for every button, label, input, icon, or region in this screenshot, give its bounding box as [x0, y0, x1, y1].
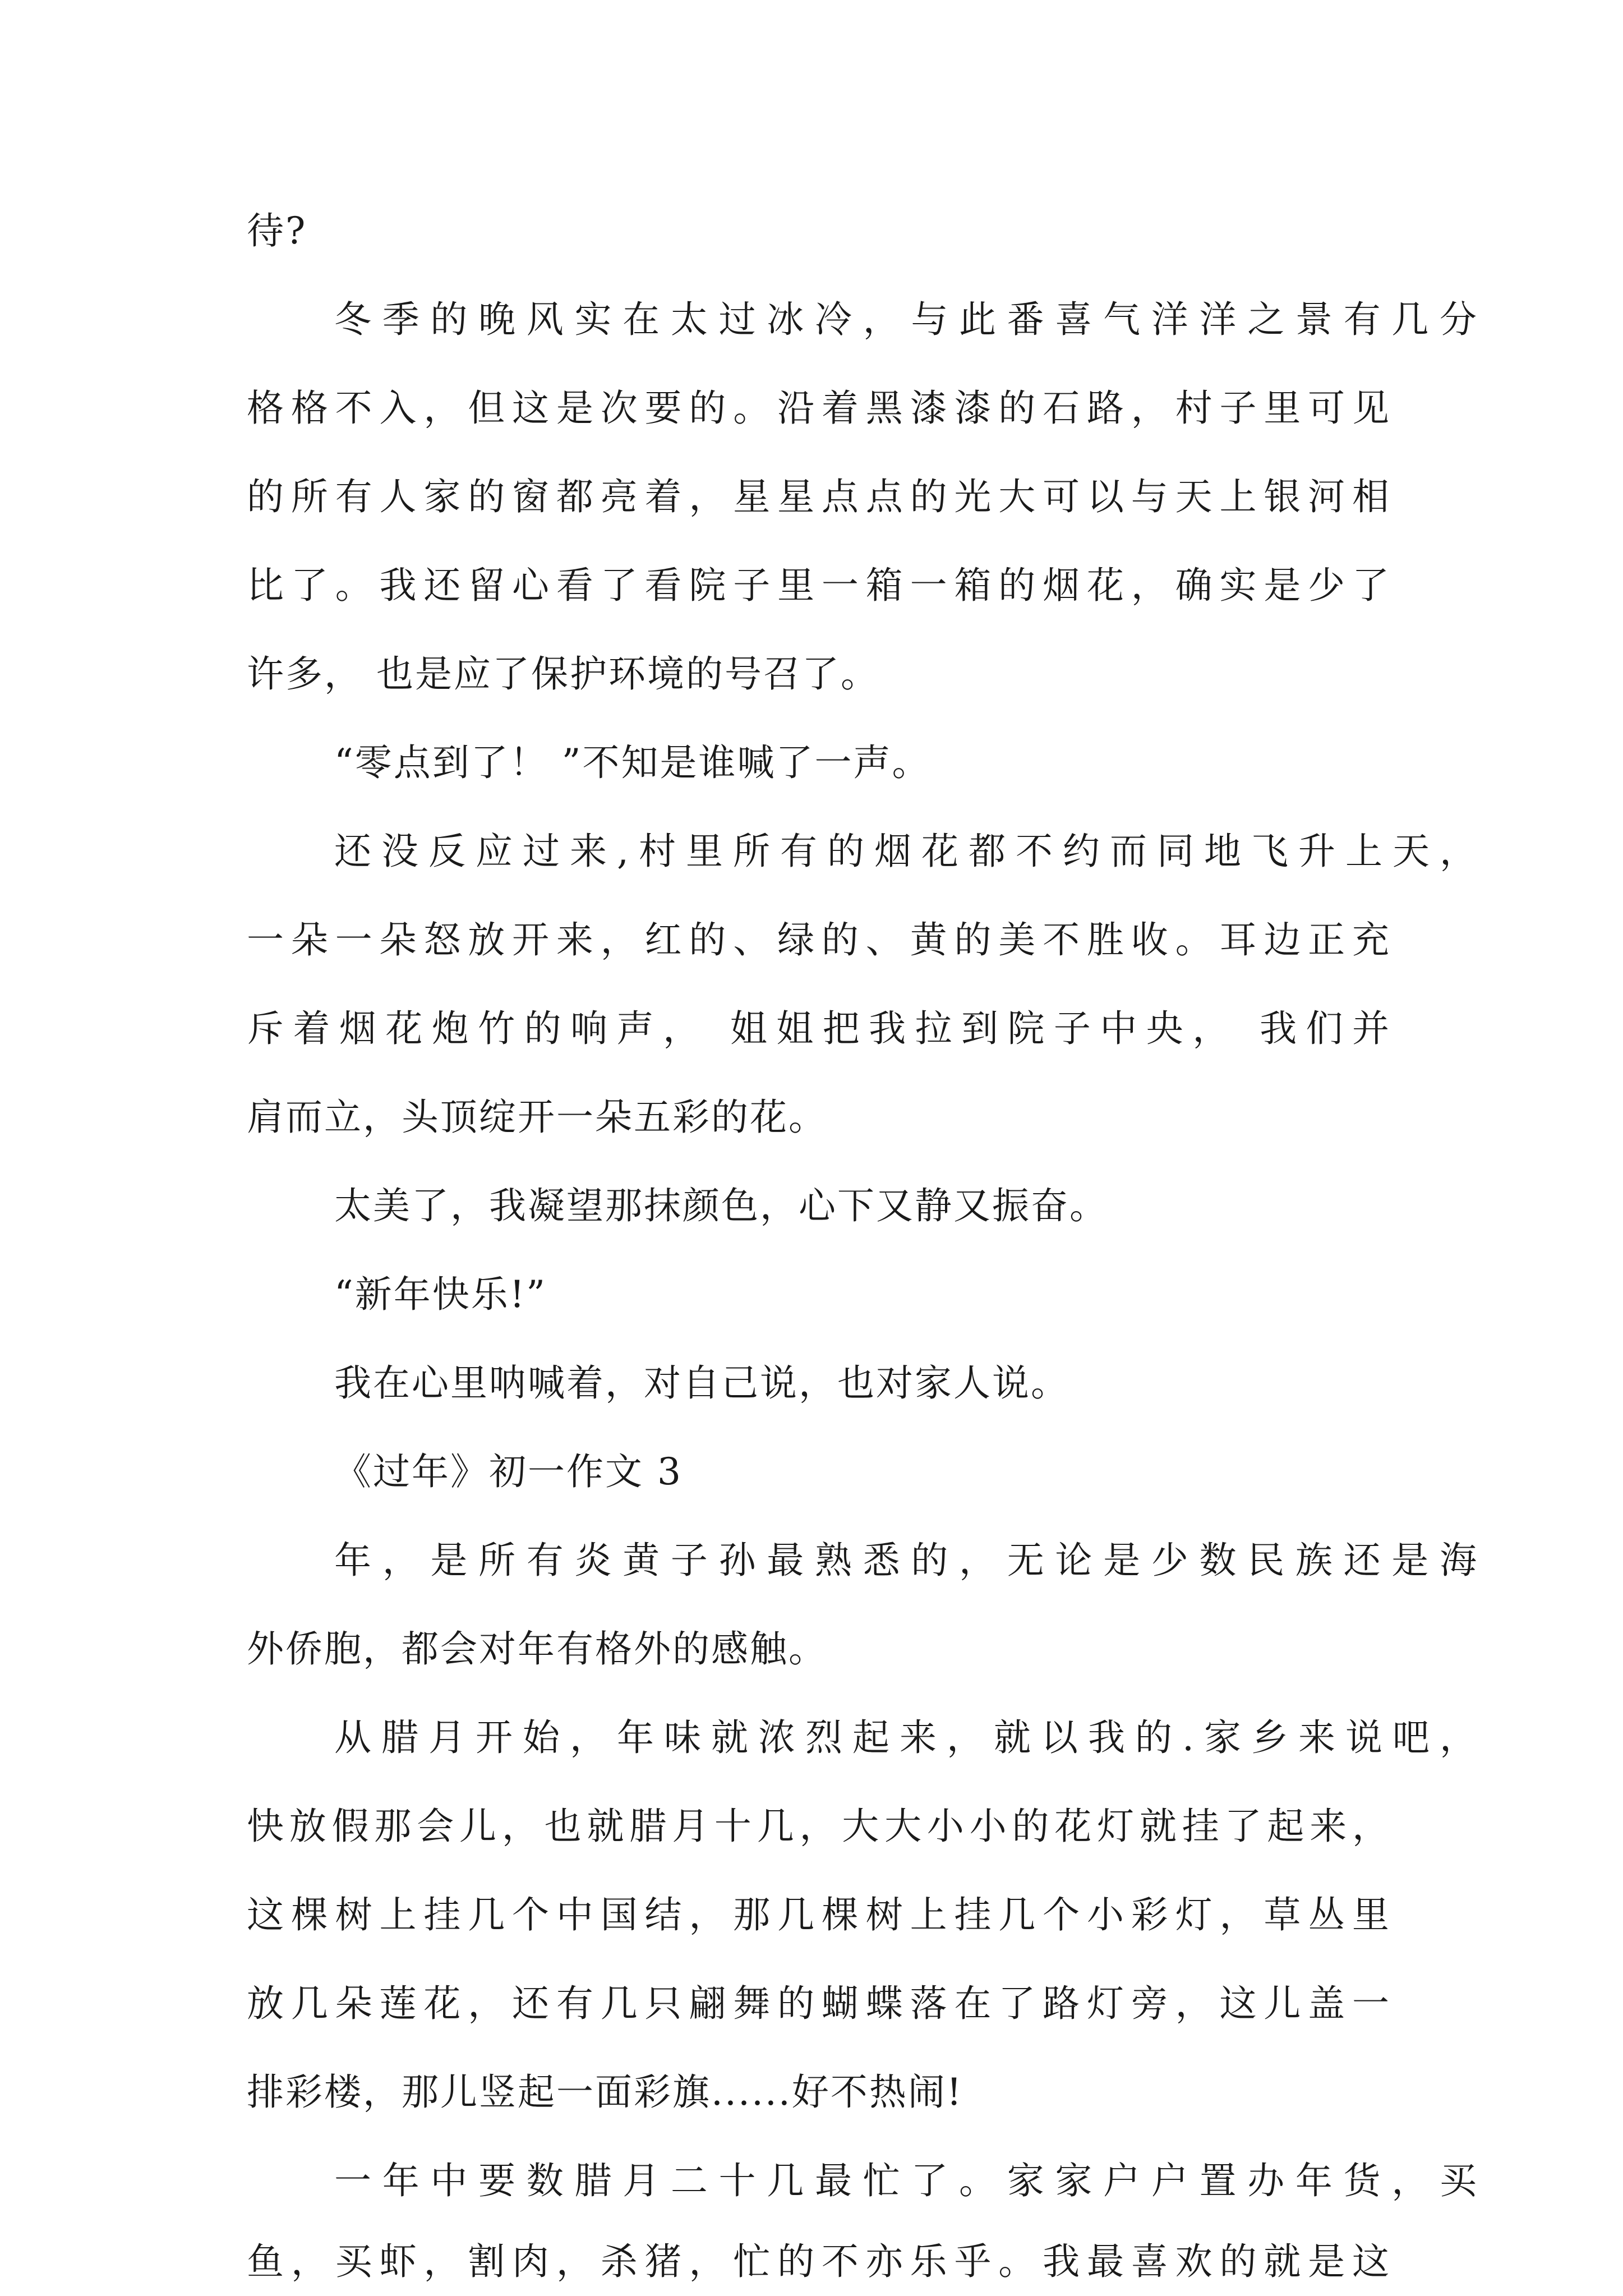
- paragraph-line: 我在心里呐喊着，对自己说，也对家人说。: [334, 1361, 1069, 1405]
- text-line: 待?: [247, 209, 307, 252]
- text-line: 格格不入，但这是次要的。沿着黑漆漆的石路，村子里可见: [247, 386, 1391, 430]
- text-line: 的所有人家的窗都亮着，星星点点的光大可以与天上银河相: [247, 475, 1391, 518]
- paragraph-line: 从腊月开始，年味就浓烈起来，就以我的.家乡来说吧，: [334, 1716, 1478, 1759]
- paragraph-line: 太美了，我凝望那抹颜色，心下又静又振奋。: [334, 1184, 1108, 1227]
- paragraph-line: “新年快乐!”: [334, 1273, 547, 1316]
- text-line: 鱼，买虾，割肉，杀猪，忙的不亦乐乎。我最喜欢的就是这: [247, 2240, 1391, 2283]
- paragraph-line: 年，是所有炎黄子孙最熟悉的，无论是少数民族还是海: [334, 1539, 1478, 1582]
- text-line: 一朵一朵怒放开来，红的、绿的、黄的美不胜收。耳边正充: [247, 918, 1391, 961]
- text-line: 许多， 也是应了保护环境的号召了。: [247, 652, 879, 696]
- text-line: 外侨胞，都会对年有格外的感触。: [247, 1627, 827, 1671]
- section-heading: 《过年》初一作文 3: [334, 1450, 683, 1493]
- paragraph-line: “零点到了！ ”不知是谁喊了一声。: [334, 741, 931, 784]
- text-line: 放几朵莲花，还有几只翩舞的蝴蝶落在了路灯旁，这儿盖一: [247, 1982, 1391, 2025]
- text-line: 这棵树上挂几个中国结，那几棵树上挂几个小彩灯，草丛里: [247, 1893, 1391, 1936]
- paragraph-line: 一年中要数腊月二十几最忙了。家家户户置办年货，买: [334, 2159, 1478, 2202]
- paragraph-line: 还没反应过来,村里所有的烟花都不约而同地飞升上天，: [334, 830, 1478, 873]
- text-line: 肩而立，头顶绽开一朵五彩的花。: [247, 1096, 827, 1139]
- text-line: 比了。我还留心看了看院子里一箱一箱的烟花，确实是少了: [247, 564, 1391, 607]
- text-line: 斥着烟花炮竹的响声， 姐姐把我拉到院子中央， 我们并: [247, 1007, 1391, 1050]
- text-line: 排彩楼，那儿竖起一面彩旗......好不热闹!: [247, 2070, 963, 2114]
- paragraph-line: 冬季的晚风实在太过冰冷，与此番喜气洋洋之景有几分: [334, 298, 1478, 341]
- text-line: 快放假那会儿，也就腊月十几，大大小小的花灯就挂了起来，: [247, 1805, 1391, 1848]
